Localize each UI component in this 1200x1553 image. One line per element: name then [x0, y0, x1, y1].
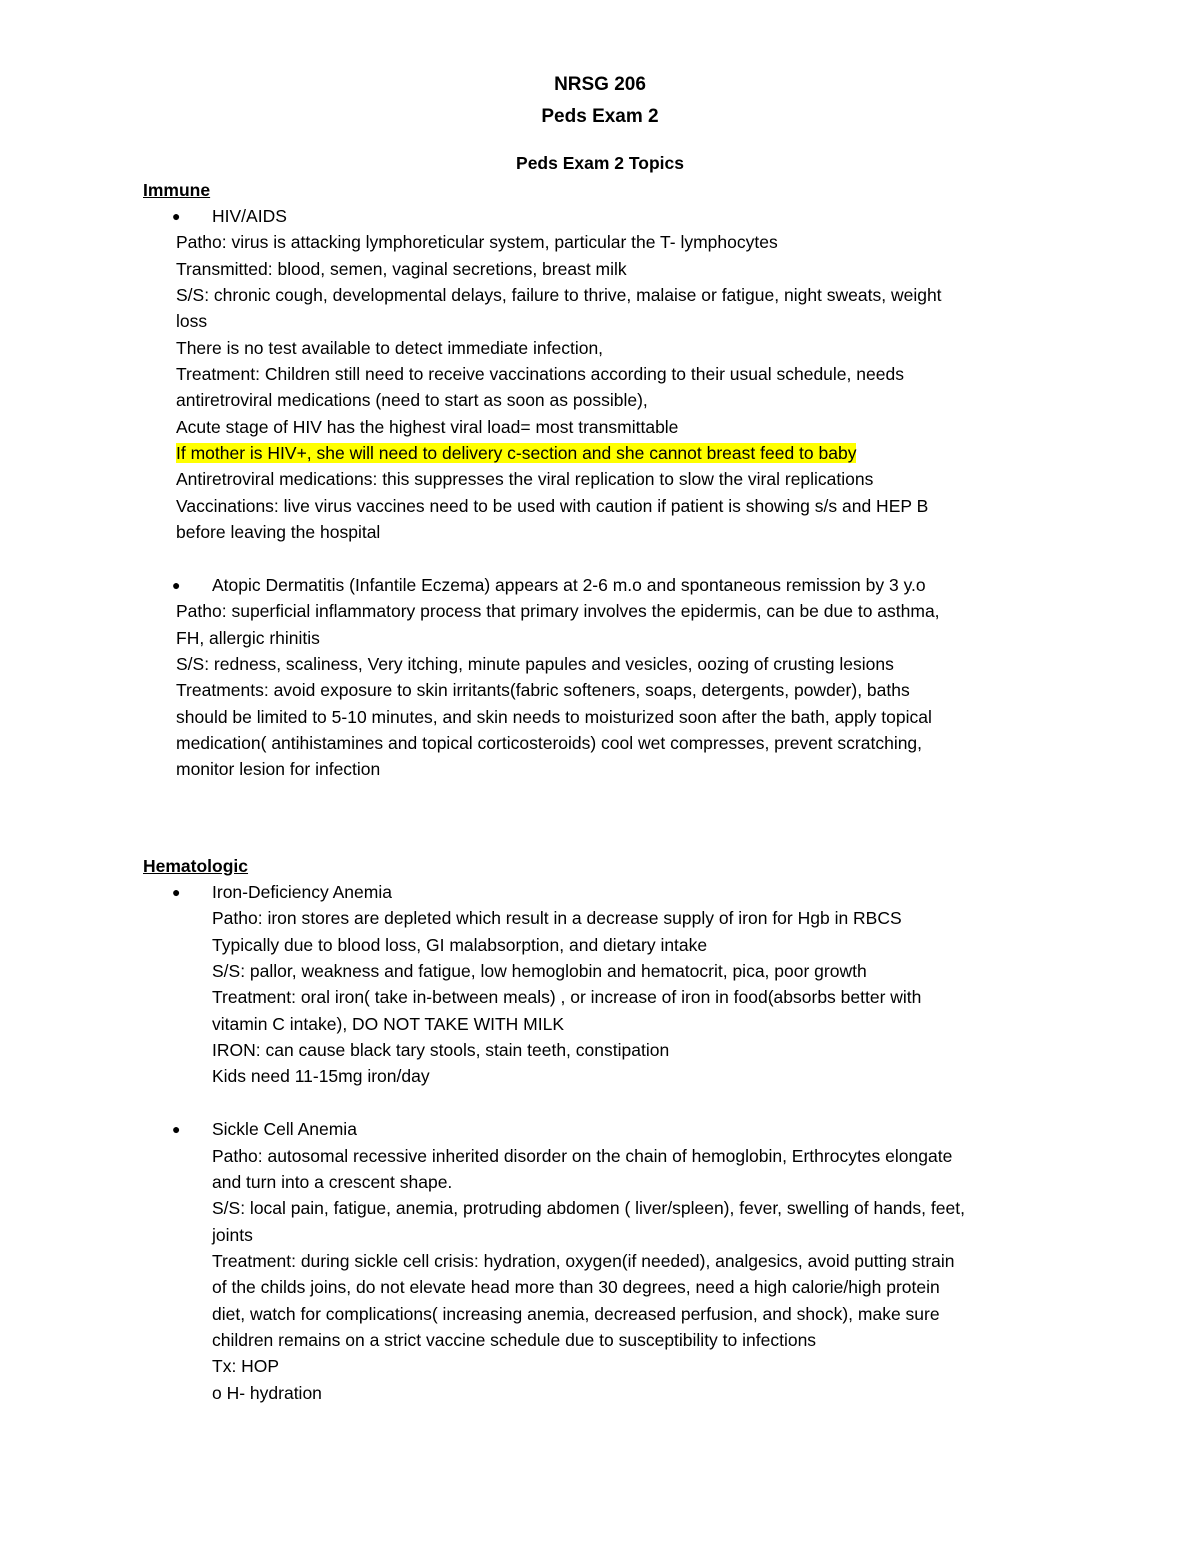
bullet-dot-icon: ●	[172, 577, 181, 593]
topics-title: Peds Exam 2 Topics	[516, 153, 684, 173]
text-line: o H- hydration	[212, 1383, 322, 1403]
highlighted-line	[176, 440, 856, 466]
text-line: Antiretroviral medications: this suppresses the viral replication to slow the viral replications	[176, 469, 874, 489]
text-line: monitor lesion for infection	[176, 759, 381, 779]
text-line: before leaving the hospital	[176, 522, 381, 542]
text-line: Treatment: during sickle cell crisis: hydration, oxygen(if needed), analgesics, avoid putting strain	[212, 1251, 955, 1271]
text-line: Transmitted: blood, semen, vaginal secretions, breast milk	[176, 259, 627, 279]
text-line: Vaccinations: live virus vaccines need to be used with caution if patient is showing s/s and HEP B	[176, 496, 929, 516]
course-title: NRSG 206	[554, 74, 646, 95]
text-line: Typically due to blood loss, GI malabsorption, and dietary intake	[212, 935, 708, 955]
text-line: Patho: iron stores are depleted which result in a decrease supply of iron for Hgb in RBCS	[212, 908, 902, 928]
section-heading-hematologic: Hematologic	[143, 856, 249, 876]
text-line: Patho: autosomal recessive inherited disorder on the chain of hemoglobin, Erthrocytes elongate	[212, 1146, 953, 1166]
topic-title-atopic: Atopic Dermatitis (Infantile Eczema) appears at 2-6 m.o and spontaneous remission by 3 y.o	[212, 575, 926, 595]
text-line: Treatments: avoid exposure to skin irritants(fabric softeners, soaps, detergents, powder), baths	[176, 680, 910, 700]
text-line: medication( antihistamines and topical corticosteroids) cool wet compresses, prevent scratching,	[176, 733, 923, 753]
text-line: of the childs joins, do not elevate head more than 30 degrees, need a high calorie/high protein	[212, 1277, 940, 1297]
text-line: and turn into a crescent shape.	[212, 1172, 453, 1192]
text-line: Treatment: oral iron( take in-between meals) , or increase of iron in food(absorbs better with	[212, 987, 922, 1007]
text-line: loss	[176, 311, 208, 331]
topic-title-sickle: Sickle Cell Anemia	[212, 1119, 357, 1139]
text-line: S/S: local pain, fatigue, anemia, protruding abdomen ( liver/spleen), fever, swelling of hands, feet,	[212, 1198, 965, 1218]
bullet-dot-icon: ●	[172, 1121, 181, 1137]
text-line: S/S: redness, scaliness, Very itching, minute papules and vesicles, oozing of crusting lesions	[176, 654, 894, 674]
text-line: diet, watch for complications( increasing anemia, decreased perfusion, and shock), make sure	[212, 1304, 940, 1324]
bullet-dot-icon: ●	[172, 208, 181, 224]
text-line: Kids need 11-15mg iron/day	[212, 1066, 430, 1086]
text-line: There is no test available to detect immediate infection,	[176, 338, 604, 358]
text-line: should be limited to 5-10 minutes, and skin needs to moisturized soon after the bath, apply topical	[176, 707, 932, 727]
text-line: antiretroviral medications (need to start as soon as possible),	[176, 390, 648, 410]
text-line: Acute stage of HIV has the highest viral load= most transmittable	[176, 417, 679, 437]
text-line: FH, allergic rhinitis	[176, 628, 320, 648]
text-line: Treatment: Children still need to receive vaccinations according to their usual schedule, needs	[176, 364, 904, 384]
topic-title-iron: Iron-Deficiency Anemia	[212, 882, 392, 902]
text-line: S/S: chronic cough, developmental delays, failure to thrive, malaise or fatigue, night sweats, weight	[176, 285, 942, 305]
text-line: Tx: HOP	[212, 1356, 280, 1376]
bullet-dot-icon: ●	[172, 884, 181, 900]
section-heading-immune: Immune	[143, 180, 211, 200]
text-line: S/S: pallor, weakness and fatigue, low hemoglobin and hematocrit, pica, poor growth	[212, 961, 867, 981]
highlight-text: If mother is HIV+, she will need to delivery c-section and she cannot breast feed to baby	[176, 443, 857, 463]
topic-title-hiv: HIV/AIDS	[212, 206, 287, 226]
text-line: vitamin C intake), DO NOT TAKE WITH MILK	[212, 1014, 565, 1034]
text-line: children remains on a strict vaccine schedule due to susceptibility to infections	[212, 1330, 817, 1350]
text-line: joints	[212, 1225, 253, 1245]
exam-title: Peds Exam 2	[541, 106, 659, 127]
text-line: Patho: virus is attacking lymphoreticular system, particular the T- lymphocytes	[176, 232, 778, 252]
text-line: IRON: can cause black tary stools, stain teeth, constipation	[212, 1040, 670, 1060]
text-line: Patho: superficial inflammatory process that primary involves the epidermis, can be due to asthma,	[176, 601, 940, 621]
